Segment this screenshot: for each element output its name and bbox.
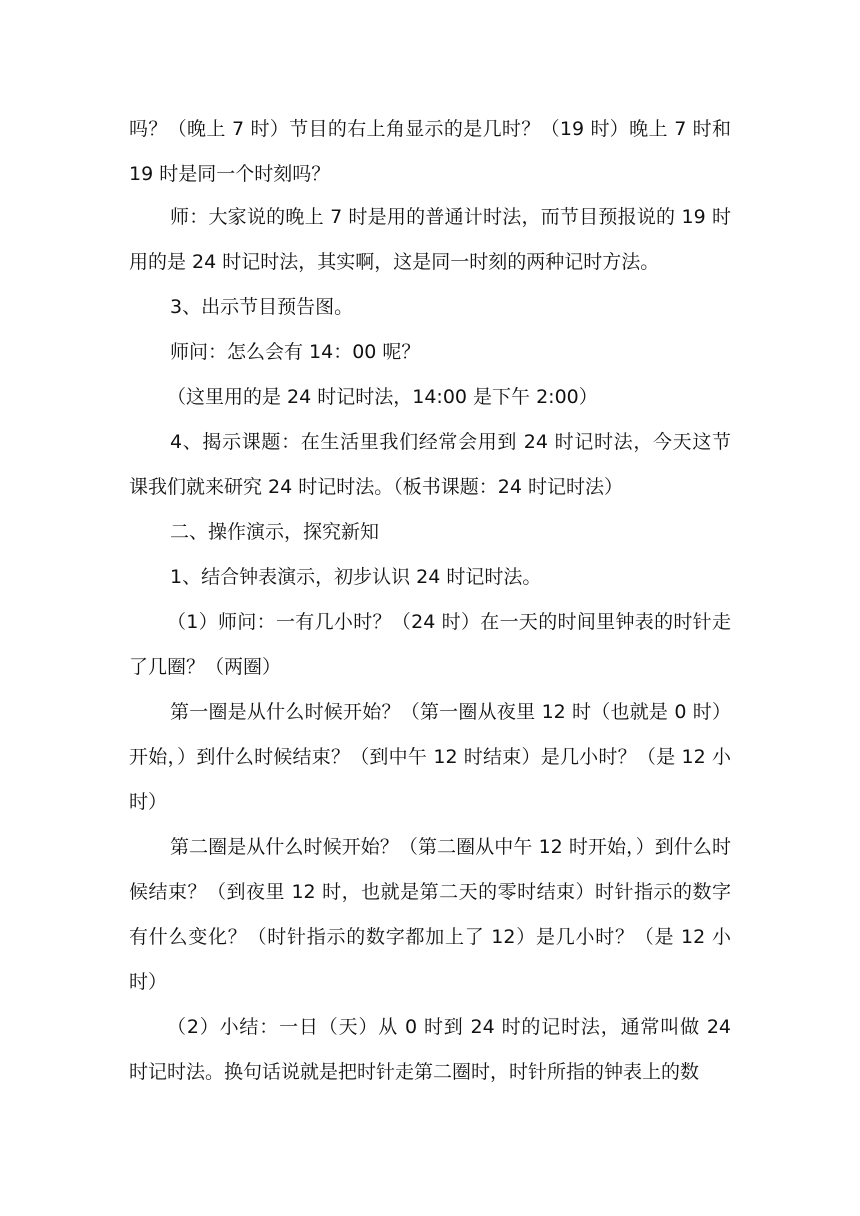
paragraph-teacher-remark: 师：大家说的晚上 7 时是用的普通计时法，而节目预报说的 19 时用的是 24 时记时法，其实啊，这是同一时刻的两种记时方法。 (129, 206, 731, 273)
paragraph-teacher-question: 师问：怎么会有 14：00 呢？ (170, 341, 421, 363)
paragraph-step-4: 4、揭示课题：在生活里我们经常会用到 24 时记时法，今天这节课我们就来研究 24 时记时法。（板书课题：24 时记时法） (129, 431, 731, 498)
paragraph-step-3: 3、出示节目预告图。 (170, 296, 354, 318)
paragraph-answer: （这里用的是 24 时记时法，14:00 是下午 2:00） (167, 386, 598, 408)
paragraph-step-1: 1、结合钟表演示，初步认识 24 时记时法。 (170, 566, 542, 588)
section-heading: 二、操作演示，探究新知 (170, 521, 380, 543)
paragraph-second-circle: 第二圈是从什么时候开始？（第二圈从中午 12 时开始，）到什么时候结束？（到夜里 12 时，也就是第二天的零时结束）时针指示的数字有什么变化？（时针指示的数字都加上了 12）是几小时？（是 12 小时） (129, 836, 731, 993)
paragraph-sub-1: （1）师问：一有几小时？（24 时）在一天的时间里钟表的时针走了几圈？（两圈） (129, 611, 731, 678)
paragraph-first-circle: 第一圈是从什么时候开始？（第一圈从夜里 12 时（也就是 0 时）开始，）到什么时候结束？（到中午 12 时结束）是几小时？（是 12 小时） (129, 701, 731, 813)
paragraph-summary: （2）小结：一日（天）从 0 时到 24 时的记时法，通常叫做 24 时记时法。换句话说就是把时针走第二圈时，时针所指的钟表上的数 (129, 1016, 731, 1083)
paragraph-continuation: 吗？（晚上 7 时）节目的右上角显示的是几时？（19 时）晚上 7 时和 19 时是同一个时刻吗？ (129, 118, 731, 185)
